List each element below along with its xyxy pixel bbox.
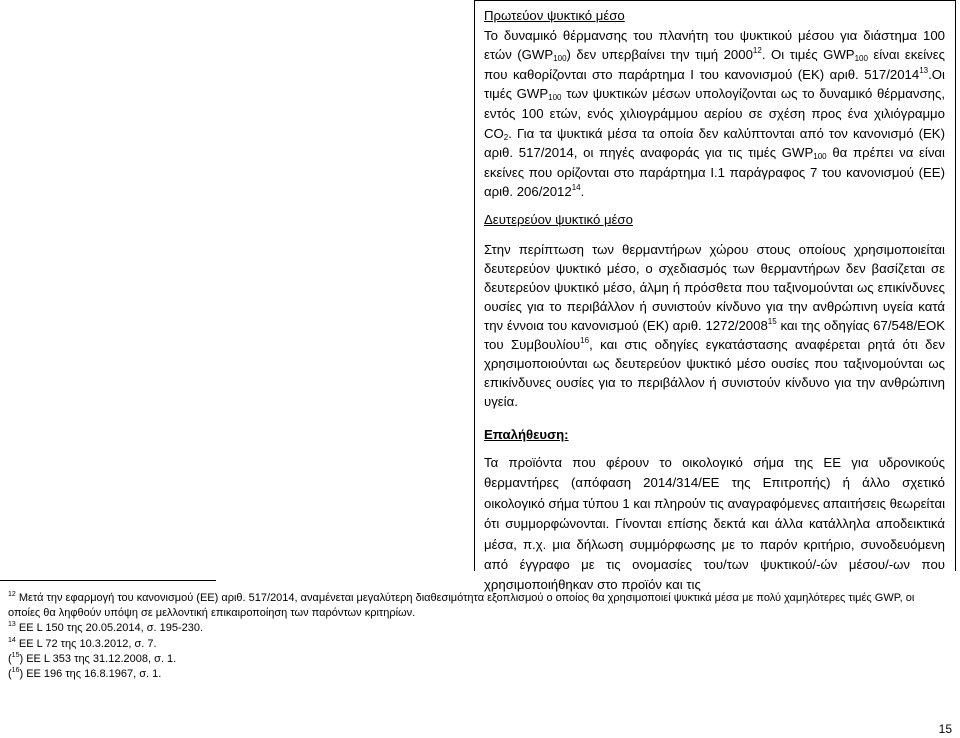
- primary-refrigerant-heading: Πρωτεύον ψυκτικό μέσο: [484, 8, 625, 23]
- footnote-12: $^{12}$ Μετά την εφαρμογή του κανονισμού (ΕΕ) αριθ. 517/2014, αναμένεται μεγαλύτερη διαθεσιμότητα εξοπλισμού ο οποίος θα χρησιμοποιεί ψυκτικά μέσα με πολύ χαμηλότερες τιμές GWP, οι οποίες θα ληφθούν υπόψη σε μελλοντική επικαιροποίηση των παρόντων κριτηρίων.: [8, 591, 915, 620]
- footnote-14: $^{14}$ ΕΕ L 72 της 10.3.2012, σ. 7.: [8, 636, 157, 650]
- verification-heading: Επαλήθευση:: [484, 427, 569, 442]
- verification-text: Τα προϊόντα που φέρουν το οικολογικό σήμα της ΕΕ για υδρονικούς θερμαντήρες (απόφαση 2014/314/ΕΕ της Επιτροπής) ή άλλο σχετικό οικολογικό σήμα τύπου 1 και πληρούν τις αναγραφόμενες απαιτήσεις θεωρείται ότι συμμορφώνονται. Γίνονται επίσης δεκτά και άλλα κατάλληλα αποδεικτικά μέσα, π.χ. μια δήλωση συμμόρφωσης με το παρόν κριτήριο, συνοδευόμενη από έγγραφο με τις ονομασίες του/των ψυκτικού/-ών μέσου/-ων που χρησιμοποιήθηκαν στο προϊόν και τις: [484, 455, 945, 593]
- footnote-separator: [0, 580, 216, 581]
- footnote-ref-14: 14: [571, 183, 581, 193]
- table-border-right: [955, 0, 956, 571]
- footnotes: [8, 591, 943, 682]
- footnote-15: ($^{15}$) ΕΕ L 353 της 31.12.2008, σ. 1.: [8, 651, 177, 665]
- footnote-ref-15: 15: [767, 317, 777, 326]
- footnote-ref-12: 12: [752, 46, 762, 56]
- secondary-refrigerant-text: Στην περίπτωση των θερμαντήρων χώρου στους οποίους χρησιμοποιείται δευτερεύον ψυκτικό μέσο, ο σχεδιασμός των θερμαντήρων δεν βασίζεται σε δευτερεύον ψυκτικό μέσο, άλμη ή πρόσθετα που ταξινομούνται ως επικίνδυνες ουσίες για το περιβάλλον ή συνιστούν κίνδυνο για την ανθρώπινη υγεία κατά την έννοια του κανονισμού (ΕΚ) αριθ. 1272/2008$^{15}$ και της οδηγίας 67/548/ΕΟΚ του Συμβουλίου$^{16}$, και στις οδηγίες εγκατάστασης αναφέρεται ρητά ότι δεν χρησιμοποιούνται ως δευτερεύον ψυκτικό μέσο ουσίες που ταξινομούνται ως επικίνδυνες ουσίες για το περιβάλλον ή συνιστούν κίνδυνο για την ανθρώπινη υγεία.: [484, 242, 945, 409]
- footnote-ref-13: 13: [919, 65, 929, 75]
- page-number: 15: [938, 722, 952, 736]
- secondary-refrigerant-section: [484, 210, 945, 411]
- footnote-ref-16: 16: [580, 336, 590, 345]
- footnote-13: $^{13}$ ΕΕ L 150 της 20.05.2014, σ. 195-230.: [8, 621, 204, 635]
- primary-refrigerant-text: Το δυναμικό θέρμανσης του πλανήτη του ψυκτικού μέσου για διάστημα 100 ετών $(GWP_{100})$ δεν υπερβαίνει την τιμή 2000$^{12}$. Οι τιμές $GWP_{100}$ είναι εκείνες που καθορίζονται στο παράρτημα I του κανονισμού (ΕΚ) αριθ. 517/2014$^{13}$.Οι τιμές $GWP_{100}$ των ψυκτικών μέσων υπολογίζονται ως το δυναμικό θέρμανσης, εντός 100 ετών, ενός χιλιογράμμου αερίου σε σχέση προς ένα χιλιόγραμμο $CO_2$. Για τα ψυκτικά μέσα τα οποία δεν καλύπτονται από τον κανονισμό (ΕΚ) αριθ. 517/2014, οι πηγές αναφοράς για τις τιμές $GWP_{100}$ θα πρέπει να είναι εκείνες που ορίζονται στο παράρτημα I.1 παράγραφος 7 του κανονισμού (ΕΕ) αριθ. 206/2012$^{14}$.: [484, 27, 945, 200]
- secondary-refrigerant-heading: Δευτερεύον ψυκτικό μέσο: [484, 212, 633, 227]
- table-border-left: [474, 0, 475, 571]
- verification-section: [484, 425, 945, 596]
- primary-refrigerant-section: [484, 6, 945, 202]
- footnote-16: ($^{16}$) ΕΕ 196 της 16.8.1967, σ. 1.: [8, 667, 162, 681]
- table-border-top: [474, 0, 956, 1]
